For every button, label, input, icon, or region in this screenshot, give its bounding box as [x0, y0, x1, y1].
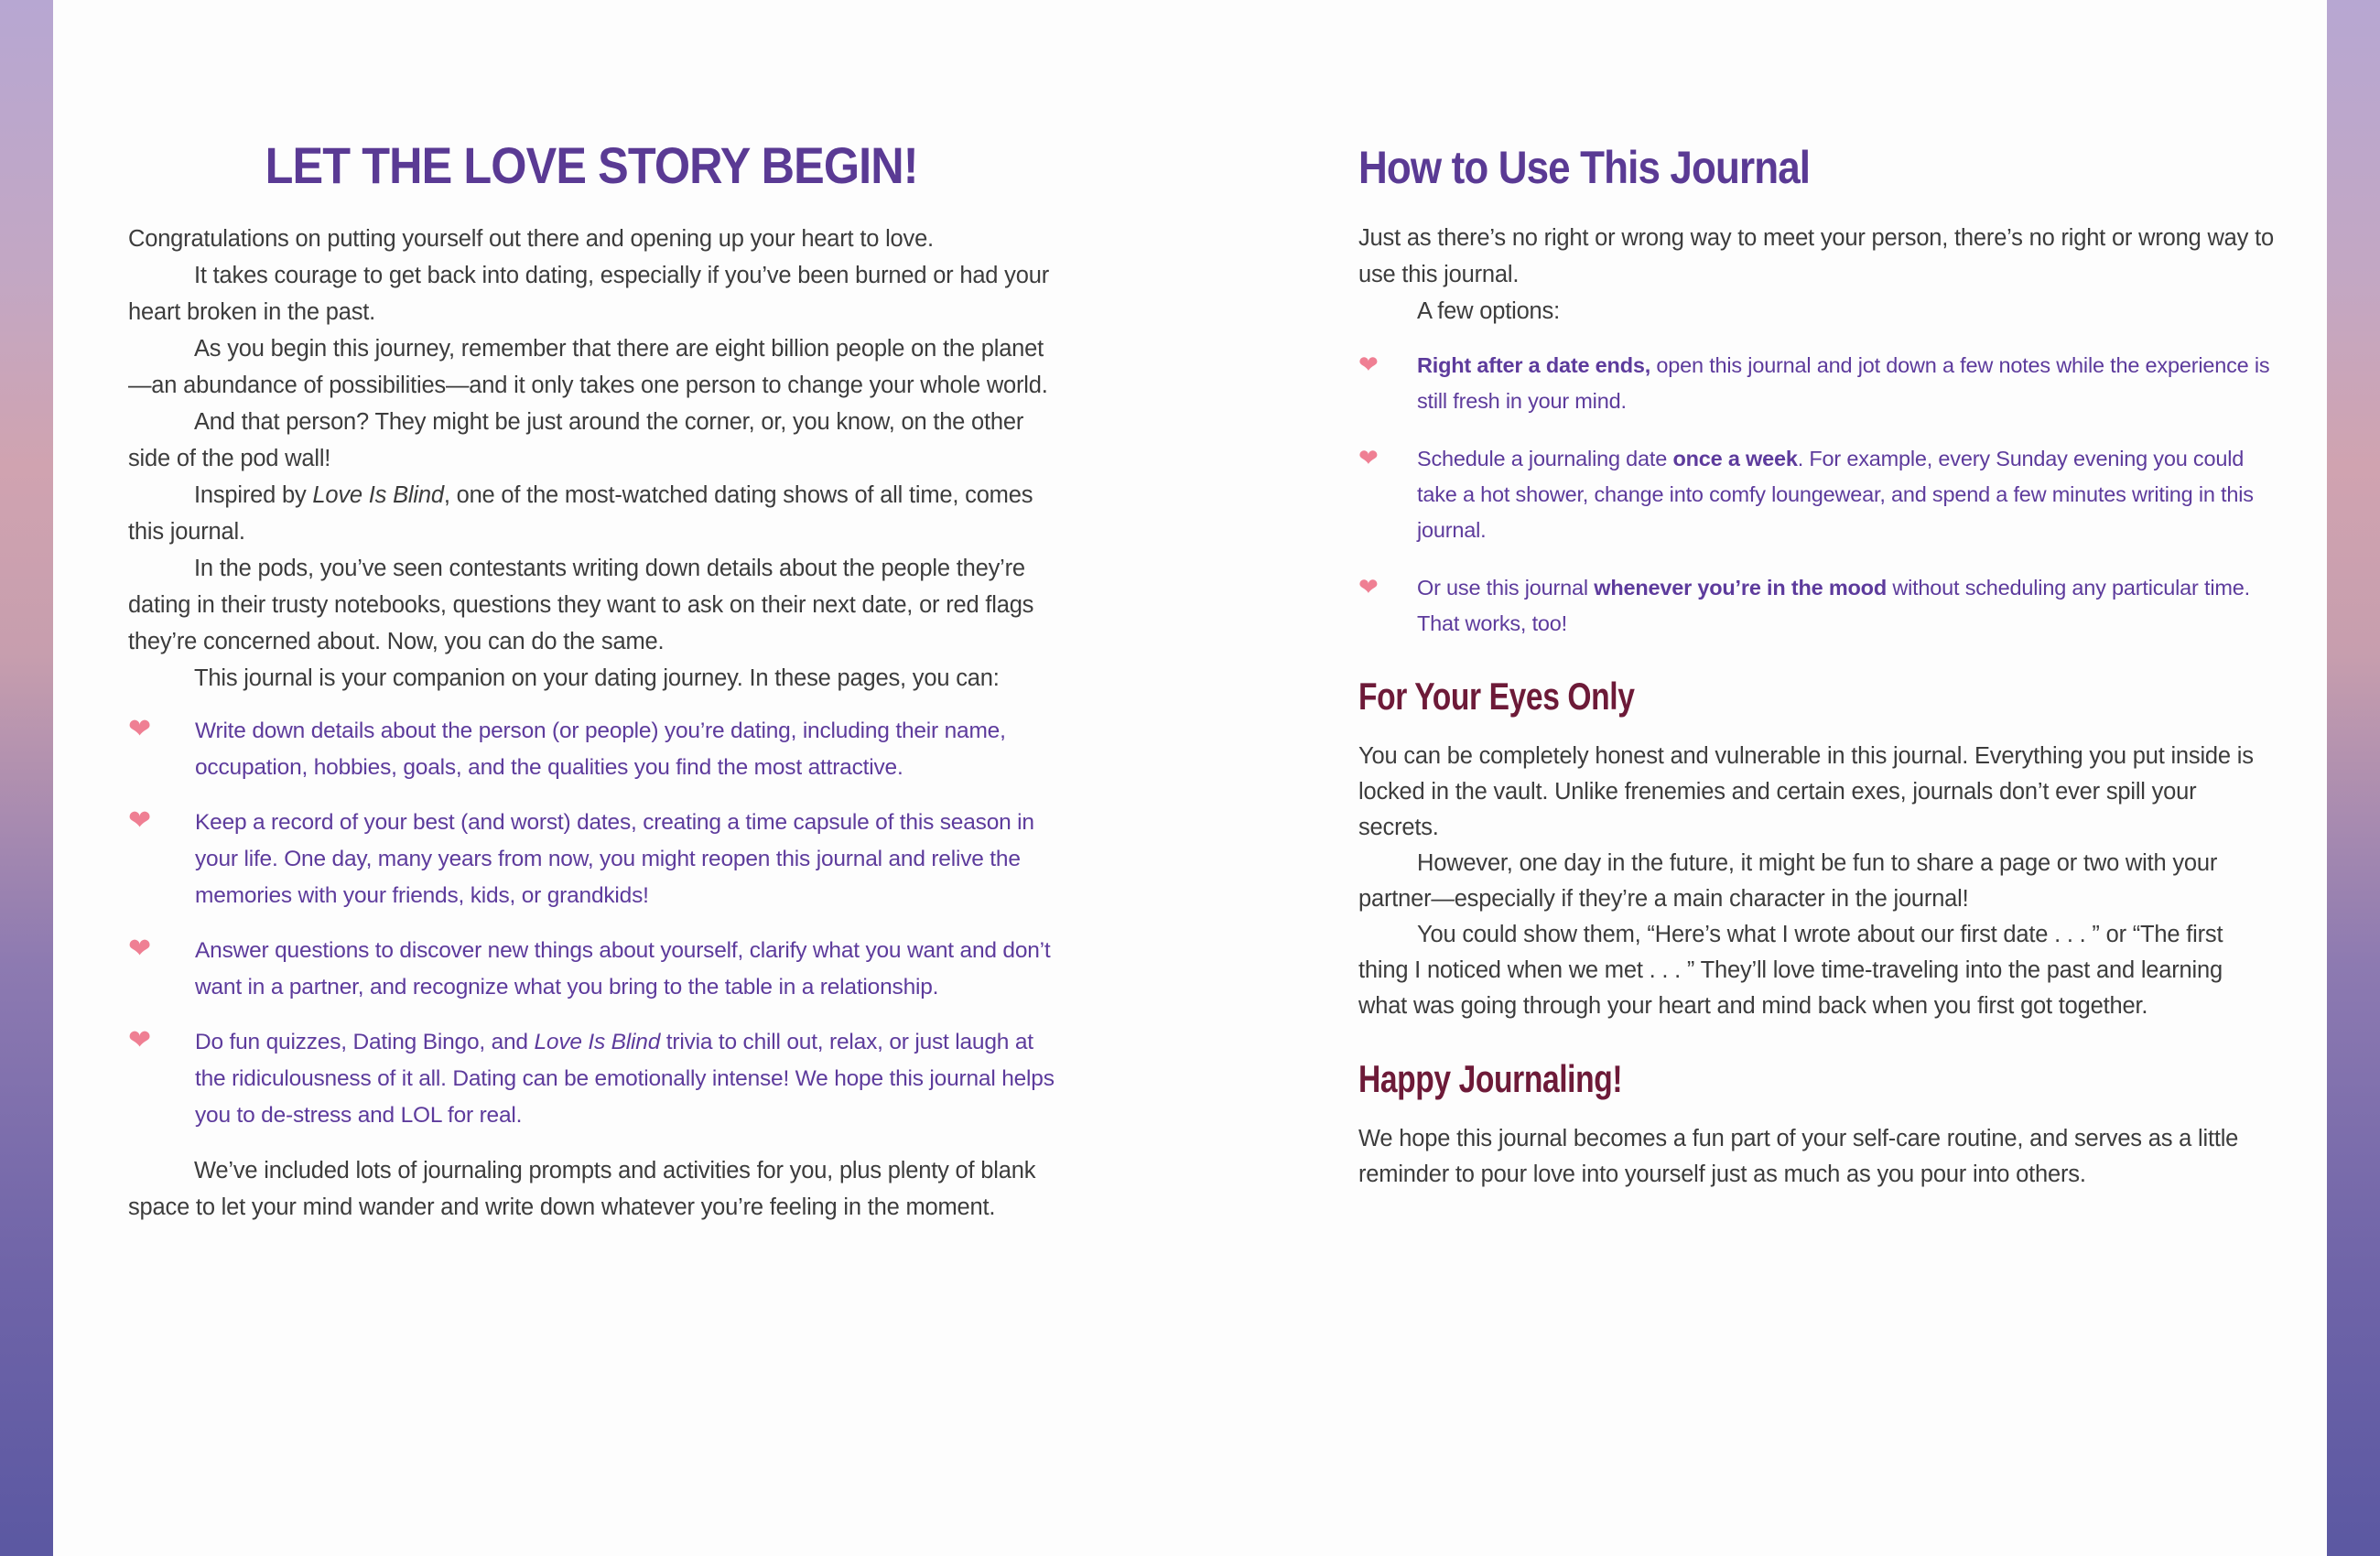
heart-icon: ❤	[1358, 351, 1379, 379]
bullet-item	[1358, 441, 2276, 548]
right-gradient-border	[2327, 0, 2380, 1556]
section-heading: Happy Journaling!	[1358, 1057, 1623, 1100]
paragraph: We’ve included lots of journaling prompts and activities for you, plus plenty of blank space to let your mind wander and write down whatever you’re feeling in the moment.	[128, 1158, 1036, 1220]
bullet-text: Do fun quizzes, Dating Bingo, and Love Is Blind trivia to chill out, relax, or just laugh at the ridiculousness of it all. Dating can be emotionally intense! We hope this journal helps you to de-stress and LOL for real.	[195, 1030, 1055, 1128]
heart-icon: ❤	[1358, 574, 1379, 601]
right-page-title-wrap	[1358, 135, 2276, 194]
right-bullet-list	[1358, 348, 2276, 642]
paragraph: We hope this journal becomes a fun part of your self-care routine, and serves as a little reminder to pour love into yourself just as much as you pour into others.	[1358, 1126, 2239, 1187]
heart-icon: ❤	[128, 1024, 151, 1056]
paragraph: In the pods, you’ve seen contestants writing down details about the people they’re dating in their trusty notebooks, questions they want to ask on their next date, or red flags they’re concerned about. Now, you can do the same.	[128, 556, 1034, 654]
paragraph: This journal is your companion on your dating journey. In these pages, you can:	[194, 665, 1000, 691]
heart-icon: ❤	[1358, 445, 1379, 472]
left-page-title-wrap	[128, 135, 1055, 195]
bullet-item	[128, 805, 1055, 914]
paragraph: A few options:	[1417, 298, 1560, 324]
heart-icon: ❤	[128, 933, 151, 965]
paragraph: You can be completely honest and vulnerable in this journal. Everything you put inside is locked in the vault. Unlike frenemies and certain exes, journals don’t ever spill your secrets.	[1358, 743, 2254, 840]
bullet-text: Or use this journal whenever you’re in the mood without scheduling any particular time. That works, too!	[1417, 576, 2250, 635]
bullet-item	[1358, 570, 2276, 642]
paragraph: Just as there’s no right or wrong way to meet your person, there’s no right or wrong way to use this journal.	[1358, 225, 2274, 287]
bullet-text: Write down details about the person (or people) you’re dating, including their name, occupation, hobbies, goals, and the qualities you find the most attractive.	[195, 719, 1006, 780]
bullet-item	[1358, 348, 2276, 419]
paragraph: As you begin this journey, remember that there are eight billion people on the planet—an abundance of possibilities—and it only takes one person to change your whole world.	[128, 336, 1048, 398]
paragraph: You could show them, “Here’s what I wrote about our first date . . . ” or “The first thing I noticed when we met . . . ” They’ll love time-traveling into the past and learning what was going through your heart and mind back when you first got together.	[1358, 922, 2223, 1019]
bullet-item	[128, 933, 1055, 1006]
right-page-title: How to Use This Journal	[1358, 142, 1811, 193]
section-heading: For Your Eyes Only	[1358, 675, 1635, 718]
bullet-item	[128, 1024, 1055, 1134]
paragraph: And that person? They might be just around the corner, or, you know, on the other side of the pod wall!	[128, 409, 1024, 471]
left-bullet-list	[128, 713, 1055, 1134]
paragraph: It takes courage to get back into dating, especially if you’ve been burned or had your heart broken in the past.	[128, 263, 1049, 325]
heart-icon: ❤	[128, 805, 151, 837]
heart-icon: ❤	[128, 713, 151, 745]
bullet-text: Schedule a journaling date once a week. For example, every Sunday evening you could take a hot shower, change into comfy loungewear, and spend a few minutes writing in this journal.	[1417, 447, 2254, 542]
section-heading-wrap	[1358, 675, 2276, 719]
section-heading-wrap	[1358, 1057, 2276, 1101]
left-page-title: LET THE LOVE STORY BEGIN!	[265, 136, 918, 194]
paragraph: Inspired by Love Is Blind, one of the most-watched dating shows of all time, comes this journal.	[128, 482, 1033, 545]
bullet-text: Keep a record of your best (and worst) dates, creating a time capsule of this season in your life. One day, many years from now, you might reopen this journal and relive the memories with your friends, kids, or grandkids!	[195, 810, 1034, 908]
bullet-item	[128, 713, 1055, 786]
paragraph: However, one day in the future, it might be fun to share a page or two with your partner—especially if they’re a main character in the journal!	[1358, 850, 2218, 912]
paragraph: Congratulations on putting yourself out there and opening up your heart to love.	[128, 226, 934, 252]
left-gradient-border	[0, 0, 53, 1556]
left-page	[128, 135, 1055, 1226]
right-page	[1358, 135, 2276, 1193]
bullet-text: Right after a date ends, open this journal and jot down a few notes while the experience is still fresh in your mind.	[1417, 353, 2270, 413]
bullet-text: Answer questions to discover new things about yourself, clarify what you want and don’t want in a partner, and recognize what you bring to the table in a relationship.	[195, 938, 1051, 1000]
